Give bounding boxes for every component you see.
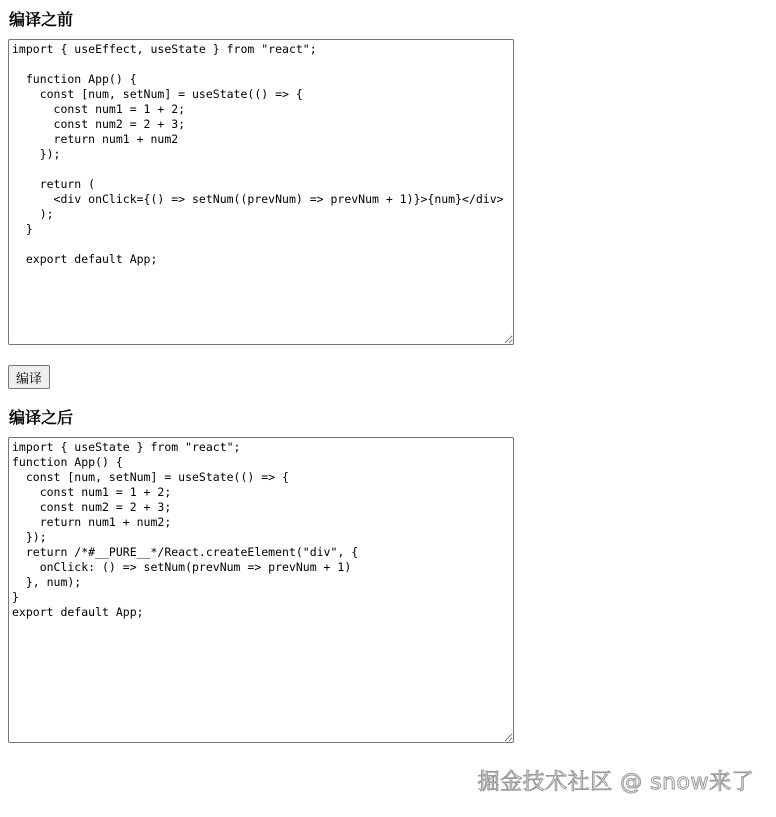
source-code-textarea[interactable] bbox=[8, 39, 514, 345]
watermark: 掘金技术社区 @ snow来了 bbox=[477, 770, 754, 795]
before-compile-heading: 编译之前 bbox=[9, 10, 74, 29]
after-compile-heading: 编译之后 bbox=[9, 408, 74, 427]
compile-button[interactable]: 编译 bbox=[8, 365, 50, 389]
compiled-code-textarea[interactable] bbox=[8, 437, 514, 743]
